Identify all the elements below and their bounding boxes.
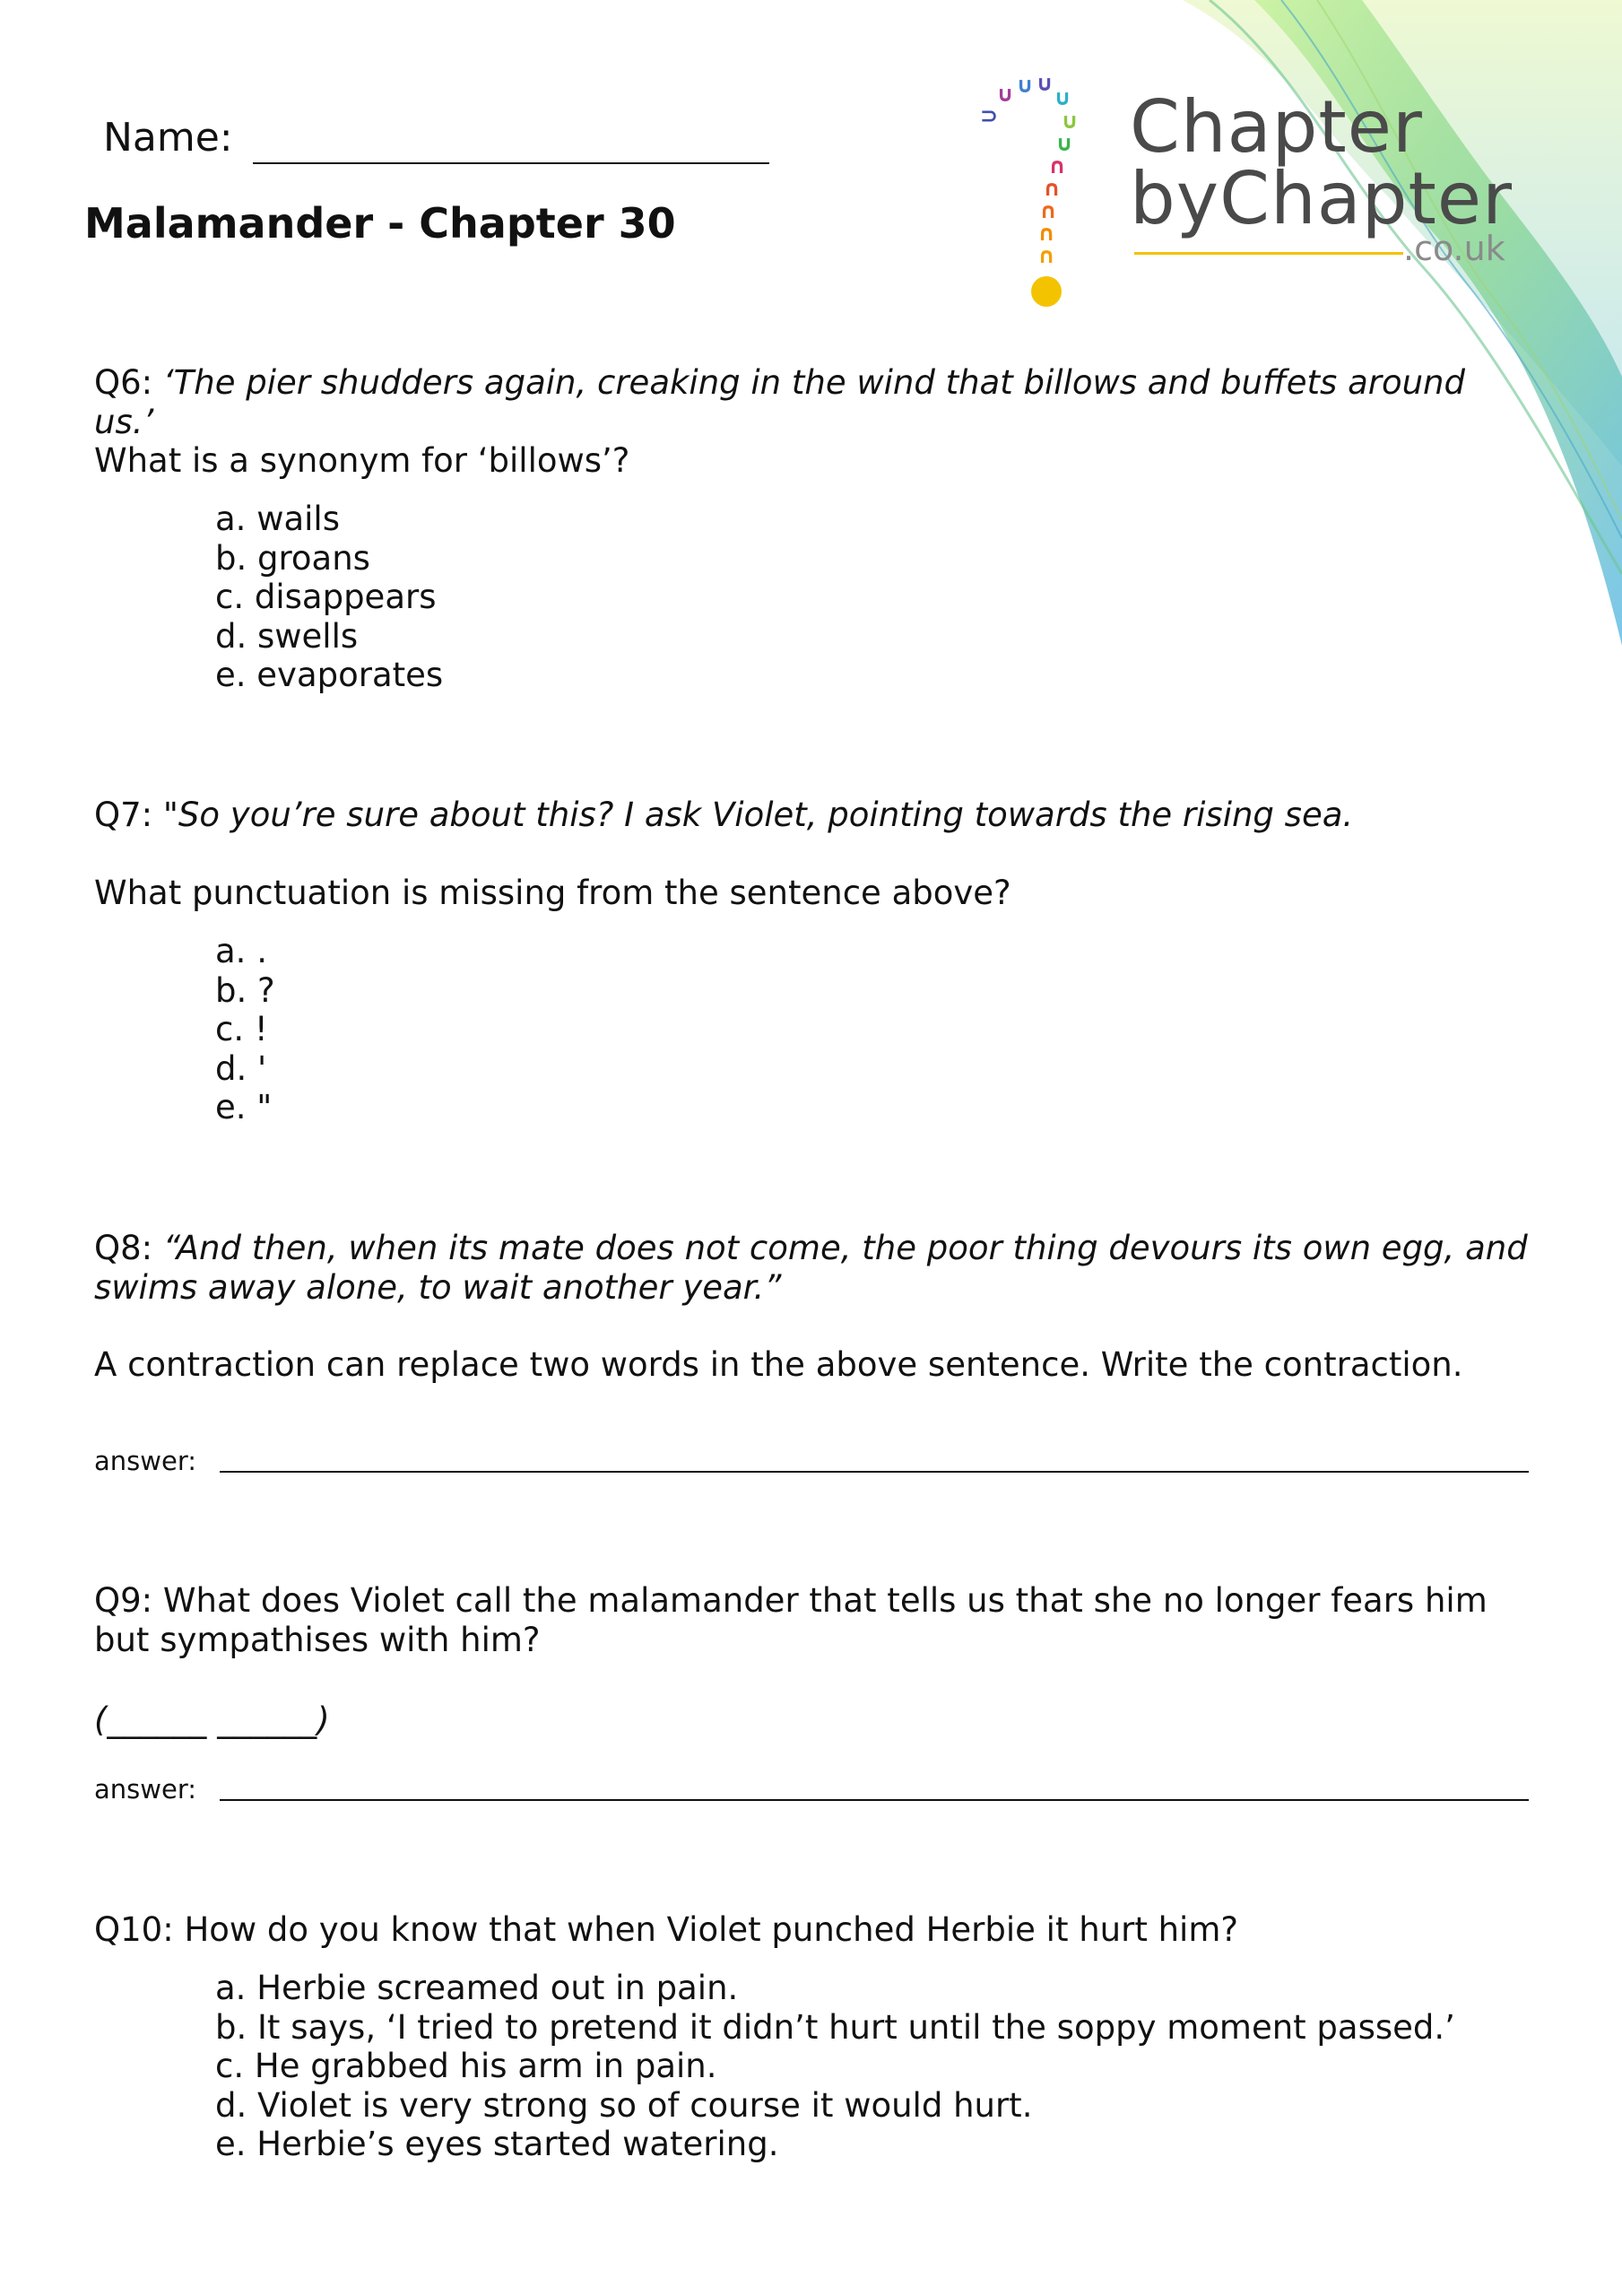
option-a[interactable]: a. wails bbox=[215, 500, 340, 538]
question-7-prompt: What punctuation is missing from the sentence above? bbox=[94, 874, 1011, 912]
option-c[interactable]: c. He grabbed his arm in pain. bbox=[215, 2047, 717, 2085]
svg-text:∪: ∪ bbox=[1055, 131, 1073, 156]
option-e[interactable]: e. " bbox=[215, 1088, 273, 1126]
question-8-prompt: A contraction can replace two words in the above sentence. Write the contraction. bbox=[94, 1345, 1463, 1384]
svg-text:∩: ∩ bbox=[1043, 176, 1061, 201]
question-quote: "So you’re sure about this? I ask Violet, pointing towards the rising sea. bbox=[162, 796, 1354, 834]
question-7-quote bbox=[94, 796, 1529, 835]
option-d[interactable]: d. swells bbox=[215, 616, 359, 656]
option-b[interactable]: b. groans bbox=[215, 538, 370, 578]
answer-line-q8[interactable] bbox=[220, 1471, 1529, 1473]
question-6-quote bbox=[94, 363, 1529, 442]
option-c[interactable]: c. ! bbox=[215, 1010, 268, 1048]
answer-label: answer: bbox=[94, 1774, 197, 1805]
svg-text:∪: ∪ bbox=[996, 82, 1014, 107]
svg-text:∪: ∪ bbox=[1016, 73, 1034, 98]
name-label: Name: bbox=[103, 115, 233, 161]
question-number: Q6: bbox=[94, 363, 153, 402]
option-e[interactable]: e. evaporates bbox=[215, 656, 444, 694]
logo-text-bychapter: byChapter bbox=[1130, 157, 1513, 240]
answer-label: answer: bbox=[94, 1446, 197, 1476]
option-a[interactable]: a. . bbox=[215, 932, 267, 970]
logo-underline bbox=[1134, 252, 1403, 255]
question-10-prompt bbox=[94, 1910, 1529, 1950]
option-d[interactable]: d. Violet is very strong so of course it would hurt. bbox=[215, 2085, 1033, 2125]
question-10-options bbox=[215, 1969, 1455, 2164]
question-6-options bbox=[215, 500, 443, 695]
book-arc-icon bbox=[964, 49, 1134, 318]
question-quote: ‘The pier shudders again, creaking in the wind that billows and buffets around us.’ bbox=[94, 363, 1465, 441]
question-8-quote bbox=[94, 1229, 1529, 1308]
question-number: Q8: bbox=[94, 1229, 153, 1267]
question-9-prompt bbox=[94, 1581, 1529, 1660]
option-e[interactable]: e. Herbie’s eyes started watering. bbox=[215, 2125, 779, 2163]
svg-text:∩: ∩ bbox=[1039, 198, 1057, 223]
question-6-prompt: What is a synonym for ‘billows’? bbox=[94, 441, 630, 480]
logo-domain: .co.uk bbox=[1403, 229, 1505, 268]
worksheet-title: Malamander - Chapter 30 bbox=[84, 199, 676, 248]
question-number: Q9: bbox=[94, 1581, 153, 1620]
svg-text:∩: ∩ bbox=[1037, 221, 1055, 246]
logo-text-chapter: Chapter bbox=[1130, 85, 1423, 169]
option-a[interactable]: a. Herbie screamed out in pain. bbox=[215, 1969, 739, 2007]
svg-text:∩: ∩ bbox=[1048, 153, 1066, 178]
question-9-hint: (______ ______) bbox=[94, 1700, 330, 1739]
option-b[interactable]: b. It says, ‘I tried to pretend it didn’t hurt until the soppy moment passed.’ bbox=[215, 2007, 1455, 2047]
svg-text:∩: ∩ bbox=[1037, 243, 1055, 268]
question-text: How do you know that when Violet punched Herbie it hurt him? bbox=[184, 1910, 1239, 1949]
svg-text:⊃: ⊃ bbox=[979, 103, 999, 128]
question-number: Q10: bbox=[94, 1910, 174, 1949]
option-b[interactable]: b. ? bbox=[215, 970, 275, 1010]
question-text: What does Violet call the malamander that tells us that she no longer fears him but sympathises with him? bbox=[94, 1581, 1488, 1659]
question-number: Q7: bbox=[94, 796, 153, 834]
svg-text:∪: ∪ bbox=[1061, 109, 1079, 134]
option-d[interactable]: d. ' bbox=[215, 1048, 267, 1088]
question-quote: “And then, when its mate does not come, the poor thing devours its own egg, and swims away alone, to wait another year.” bbox=[94, 1229, 1528, 1307]
svg-text:∪: ∪ bbox=[1054, 85, 1071, 110]
answer-line-q9[interactable] bbox=[220, 1799, 1529, 1801]
question-7-options bbox=[215, 932, 275, 1127]
option-c[interactable]: c. disappears bbox=[215, 578, 437, 616]
chapter-by-chapter-logo bbox=[964, 49, 1538, 318]
svg-text:∪: ∪ bbox=[1036, 71, 1054, 96]
name-input-line[interactable] bbox=[253, 162, 769, 164]
